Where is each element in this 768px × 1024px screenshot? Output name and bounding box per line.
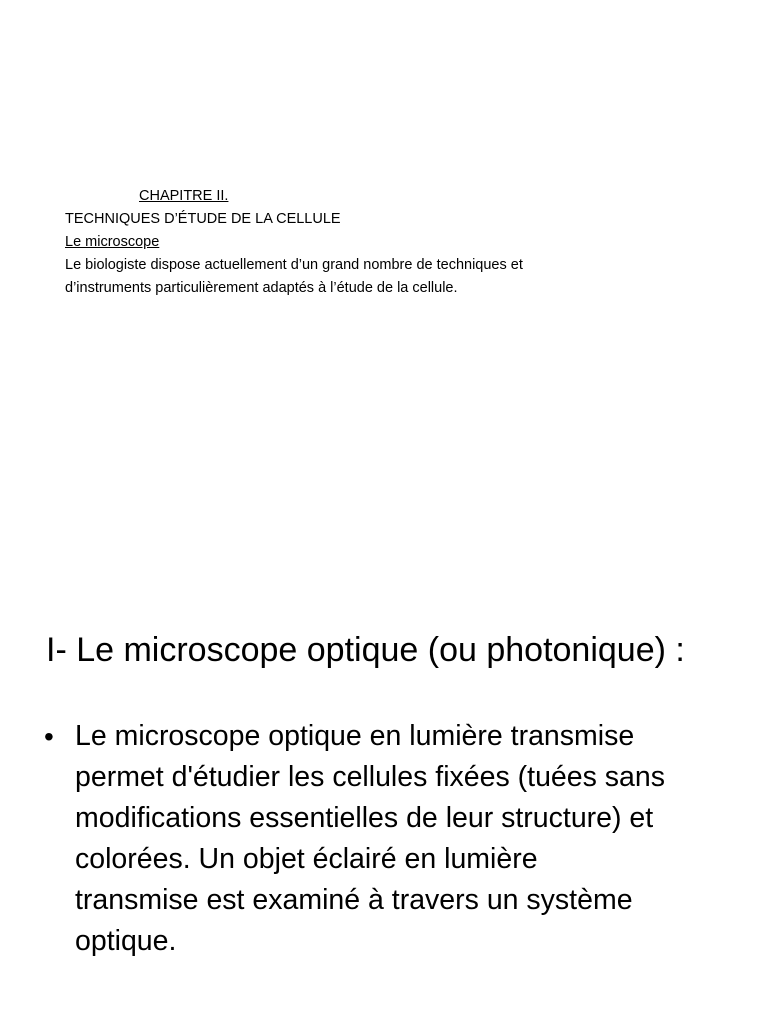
- slide-bottom: [0, 512, 768, 1024]
- bullet-icon: •: [44, 721, 54, 752]
- bullet-list: [44, 716, 744, 962]
- bullet-line: colorées. Un objet éclairé en lumière: [75, 843, 538, 875]
- bullet-line: Le microscope optique en lumière transmise: [75, 720, 635, 752]
- bullet-line: permet d'étudier les cellules fixées (tuées sans: [75, 761, 665, 793]
- intro-text-block: [65, 208, 705, 300]
- section-title: Le microscope: [65, 234, 160, 250]
- bullet-text: [75, 716, 744, 962]
- chapter-subtitle: TECHNIQUES D’ÉTUDE DE LA CELLULE: [65, 211, 341, 227]
- bullet-item: [44, 716, 744, 962]
- intro-line: Le biologiste dispose actuellement d’un grand nombre de techniques et: [65, 257, 523, 273]
- bullet-line: optique.: [75, 925, 177, 957]
- chapter-title: CHAPITRE II.: [139, 188, 229, 204]
- bullet-line: transmise est examiné à travers un système: [75, 884, 633, 916]
- bullet-line: modifications essentielles de leur structure) et: [75, 802, 654, 834]
- intro-line: d’instruments particulièrement adaptés à l’étude de la cellule.: [65, 280, 458, 296]
- slide-heading: I- Le microscope optique (ou photonique) :: [46, 631, 685, 669]
